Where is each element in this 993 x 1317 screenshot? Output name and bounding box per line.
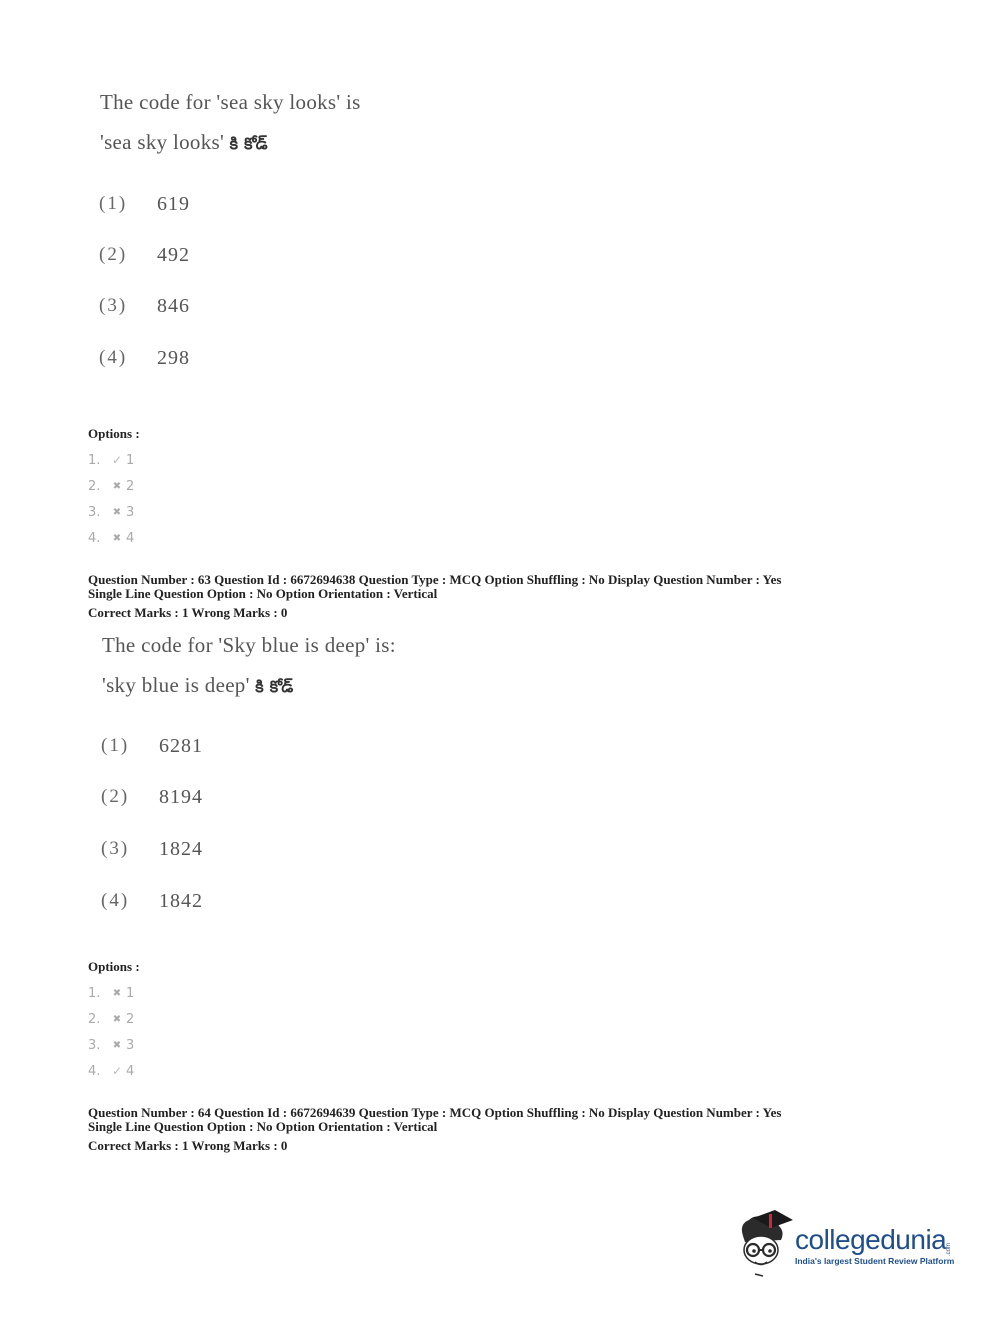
answer-index: 1. [88,985,101,1001]
answer-row [88,980,134,1006]
answer-index: 4. [88,530,101,546]
logo-com: .com [946,1242,953,1256]
q62-telugu-prefix: 'sea sky looks' [100,130,225,154]
option-value: 619 [157,193,190,215]
option-number: (2) [101,786,130,807]
option-value: 1842 [159,890,203,912]
logo-text-block [795,1224,954,1266]
q62-option-3 [99,295,190,317]
answer-row [88,499,134,525]
answer-value: 2 [126,478,135,494]
check-icon: ✓ [111,1064,123,1078]
option-number: (1) [99,193,128,214]
q62-question-text-telugu [100,130,268,157]
answer-row [88,447,134,473]
cross-icon: ✖ [112,987,122,999]
option-number: (2) [99,244,128,265]
q63-meta-line-1: Question Number : 63 Question Id : 6672694638 Question Type : MCQ Option Shuffling : No Display Question Number : Yes [88,572,782,587]
option-value: 492 [157,244,190,266]
q64-marks: Correct Marks : 1 Wrong Marks : 0 [88,1138,288,1153]
answer-value: 3 [126,1037,135,1053]
answer-index: 4. [88,1063,101,1079]
option-value: 1824 [159,838,203,860]
q63-meta-line-2: Single Line Question Option : No Option Orientation : Vertical [88,586,438,601]
answer-value: 1 [126,985,135,1001]
answer-value: 2 [126,1011,135,1027]
logo-tagline: India's largest Student Review Platform [795,1256,955,1266]
option-value: 6281 [159,735,203,757]
q62-option-4 [99,347,190,369]
answer-row [88,473,134,499]
q62-option-2 [99,244,190,266]
logo-title-row [795,1224,954,1256]
answer-value: 4 [126,530,135,546]
q63-option-2 [101,786,203,808]
q63-option-4 [101,890,203,912]
q63-marks: Correct Marks : 1 Wrong Marks : 0 [88,605,288,620]
q62-telugu-suffix: కి కోడ్ [229,134,268,153]
q63-telugu-suffix: కి కోడ్ [255,677,294,696]
answer-index: 2. [88,478,101,494]
answer-value: 3 [126,504,135,520]
answer-row [88,1006,134,1032]
q63-question-text-telugu [102,673,294,700]
q64-meta-line-2: Single Line Question Option : No Option Orientation : Vertical [88,1119,438,1134]
answer-row [88,1058,134,1084]
q62-option-1 [99,193,190,215]
q62-options-label: Options : [88,426,140,441]
check-icon: ✓ [111,453,123,467]
student-mascot-icon [735,1210,793,1278]
q63-option-1 [101,735,203,757]
answer-value: 4 [126,1063,135,1079]
answer-index: 2. [88,1011,101,1027]
answer-index: 3. [88,504,101,520]
q64-meta-line-1: Question Number : 64 Question Id : 6672694639 Question Type : MCQ Option Shuffling : No Display Question Number : Yes [88,1105,782,1120]
option-number: (3) [99,295,128,316]
cross-icon: ✖ [112,532,122,544]
option-number: (4) [101,890,130,911]
logo-title: collegedunia [795,1224,947,1255]
q63-options-label: Options : [88,959,140,974]
cross-icon: ✖ [112,480,122,492]
q62-question-text: The code for 'sea sky looks' is [100,90,361,114]
q62-answer-list [88,447,134,551]
q63-telugu-prefix: 'sky blue is deep' [102,673,250,697]
q63-question-text: The code for 'Sky blue is deep' is: [102,633,396,657]
collegedunia-logo[interactable] [735,1210,954,1278]
answer-row [88,1032,134,1058]
q63-option-3 [101,838,203,860]
option-number: (4) [99,347,128,368]
cross-icon: ✖ [112,506,122,518]
answer-index: 1. [88,452,101,468]
option-number: (3) [101,838,130,859]
cross-icon: ✖ [112,1013,122,1025]
option-value: 846 [157,295,190,317]
cross-icon: ✖ [112,1039,122,1051]
option-value: 8194 [159,786,203,808]
answer-row [88,525,134,551]
option-value: 298 [157,347,190,369]
q63-answer-list [88,980,134,1084]
option-number: (1) [101,735,130,756]
answer-value: 1 [126,452,135,468]
answer-index: 3. [88,1037,101,1053]
